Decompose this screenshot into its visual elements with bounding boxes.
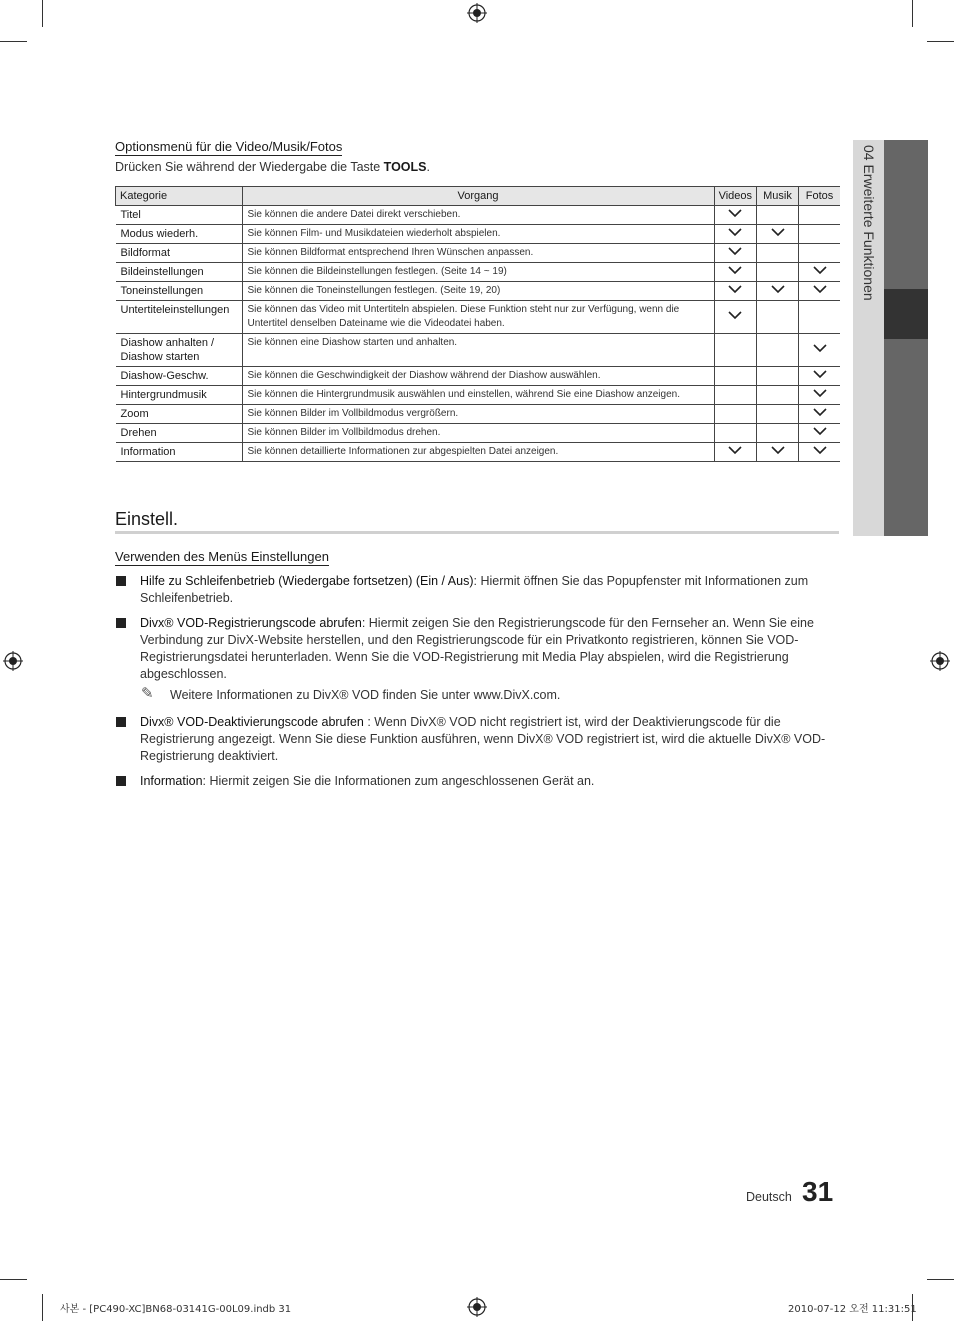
- row-description: Sie können die Bildeinstellungen festlegen. (Seite 14 ~ 19): [242, 263, 714, 282]
- row-fotos-check: [799, 225, 841, 244]
- table-body: [116, 206, 841, 462]
- row-fotos-check: [799, 334, 841, 367]
- chevron-down-icon: [813, 265, 827, 275]
- row-fotos-check: [799, 386, 841, 405]
- chevron-down-icon: [728, 208, 742, 218]
- chevron-down-icon: [813, 343, 827, 353]
- row-category: Modus wiederh.: [116, 225, 243, 244]
- header-musik: Musik: [757, 187, 799, 206]
- note: [115, 687, 840, 704]
- row-description: Sie können detaillierte Informationen zur abgespielten Datei anzeigen.: [242, 443, 714, 462]
- row-description: Sie können Bilder im Vollbildmodus vergrößern.: [242, 405, 714, 424]
- page-number: 31: [802, 1176, 834, 1207]
- row-category: Information: [116, 443, 243, 462]
- chevron-down-icon: [728, 227, 742, 237]
- table-row: [116, 424, 841, 443]
- crop-mark: [0, 41, 27, 42]
- bullet-square-icon: [116, 776, 126, 786]
- row-fotos-check: [799, 424, 841, 443]
- header-kategorie: Kategorie: [116, 187, 243, 206]
- crop-mark: [42, 0, 43, 27]
- item-term: Divx® VOD-Registrierungscode abrufen: [140, 616, 362, 630]
- print-file-info: 사본 - [PC490-XC]BN68-03141G-00L09.indb 31: [60, 1304, 292, 1315]
- row-description: Sie können Film- und Musikdateien wiederholt abspielen.: [242, 225, 714, 244]
- row-category: Drehen: [116, 424, 243, 443]
- row-description: Sie können Bildformat entsprechend Ihren Wünschen anpassen.: [242, 244, 714, 263]
- crop-mark: [42, 1294, 43, 1321]
- table-row: [116, 405, 841, 424]
- row-fotos-check: [799, 367, 841, 386]
- row-description: Sie können eine Diashow starten und anhalten.: [242, 334, 714, 367]
- row-category: Toneinstellungen: [116, 282, 243, 301]
- table-header-row: [116, 187, 841, 206]
- page-language: Deutsch: [746, 1190, 792, 1204]
- table-row: [116, 334, 841, 367]
- heading-rule: [115, 531, 839, 534]
- bullet-square-icon: [116, 618, 126, 628]
- chevron-down-icon: [728, 246, 742, 256]
- row-videos-check: [714, 334, 756, 367]
- row-videos-check: [714, 263, 756, 282]
- row-fotos-check: [799, 263, 841, 282]
- list-item: [115, 714, 840, 765]
- row-videos-check: [714, 282, 756, 301]
- table-row: [116, 206, 841, 225]
- row-fotos-check: [799, 443, 841, 462]
- note-text: Weitere Informationen zu DivX® VOD finden Sie unter www.DivX.com.: [170, 688, 561, 702]
- row-musik-check: [757, 386, 799, 405]
- row-musik-check: [757, 367, 799, 386]
- row-musik-check: [757, 263, 799, 282]
- item-term: Divx® VOD-Deaktivierungscode abrufen: [140, 715, 364, 729]
- crop-mark: [0, 1279, 27, 1280]
- row-musik-check: [757, 424, 799, 443]
- registration-mark-icon: [467, 1297, 487, 1317]
- table-row: [116, 443, 841, 462]
- row-musik-check: [757, 301, 799, 334]
- section-title: Optionsmenü für die Video/Musik/Fotos: [115, 139, 343, 154]
- settings-list: [115, 573, 840, 798]
- row-description: Sie können die andere Datei direkt verschieben.: [242, 206, 714, 225]
- row-videos-check: [714, 244, 756, 263]
- row-musik-check: [757, 334, 799, 367]
- item-text: : Hiermit zeigen Sie die Informationen zum angeschlossenen Gerät an.: [202, 774, 595, 788]
- list-item: [115, 773, 840, 790]
- row-description: Sie können die Geschwindigkeit der Diashow während der Diashow auswählen.: [242, 367, 714, 386]
- row-category: Zoom: [116, 405, 243, 424]
- print-timestamp: 2010-07-12 오전 11:31:51: [788, 1304, 917, 1315]
- row-description: Sie können die Toneinstellungen festlegen. (Seite 19, 20): [242, 282, 714, 301]
- item-text: : Hiermit öffnen Sie das Popupfenster mit Informationen zum Schleifenbetrieb.: [140, 574, 809, 605]
- chevron-down-icon: [728, 265, 742, 275]
- row-musik-check: [757, 206, 799, 225]
- row-fotos-check: [799, 405, 841, 424]
- chevron-down-icon: [728, 445, 742, 455]
- row-musik-check: [757, 443, 799, 462]
- registration-mark-icon: [930, 651, 950, 671]
- item-term: Hilfe zu Schleifenbetrieb (Wiedergabe fortsetzen) (Ein / Aus): [140, 574, 474, 588]
- table-row: [116, 301, 841, 334]
- row-videos-check: [714, 301, 756, 334]
- row-description: Sie können die Hintergrundmusik auswählen und einstellen, während Sie eine Diashow anzeigen.: [242, 386, 714, 405]
- row-category: Bildformat: [116, 244, 243, 263]
- table-row: [116, 244, 841, 263]
- list-item: [115, 615, 840, 683]
- row-videos-check: [714, 367, 756, 386]
- row-fotos-check: [799, 282, 841, 301]
- row-category: Titel: [116, 206, 243, 225]
- row-category: Diashow anhalten / Diashow starten: [116, 334, 243, 367]
- row-fotos-check: [799, 206, 841, 225]
- chevron-down-icon: [728, 284, 742, 294]
- row-category: Untertiteleinstellungen: [116, 301, 243, 334]
- row-category: Diashow-Geschw.: [116, 367, 243, 386]
- bullet-square-icon: [116, 717, 126, 727]
- row-musik-check: [757, 405, 799, 424]
- row-fotos-check: [799, 244, 841, 263]
- row-fotos-check: [799, 301, 841, 334]
- settings-heading: Einstell.: [115, 509, 179, 529]
- row-musik-check: [757, 282, 799, 301]
- row-musik-check: [757, 244, 799, 263]
- chevron-down-icon: [728, 310, 742, 320]
- row-videos-check: [714, 443, 756, 462]
- chevron-down-icon: [813, 445, 827, 455]
- row-description: Sie können Bilder im Vollbildmodus drehen.: [242, 424, 714, 443]
- chevron-down-icon: [813, 407, 827, 417]
- pencil-icon: ✎: [141, 685, 154, 702]
- chevron-down-icon: [813, 388, 827, 398]
- table-row: [116, 386, 841, 405]
- bullet-square-icon: [116, 576, 126, 586]
- list-item: [115, 573, 840, 607]
- chevron-down-icon: [813, 284, 827, 294]
- table-row: [116, 367, 841, 386]
- item-text: : Hiermit zeigen Sie den Registrierungscode für den Fernseher an. Wenn Sie eine Verbindung zur DivX-Website herstellen, und den Registrierungscode für ein Privatkonto registrieren, können Sie VOD-Registrierungsdatei herunterladen. Wenn Sie die VOD-Registrierung mit Media Play abspielen, wird die Registrierung abgeschlossen.: [140, 616, 814, 681]
- row-videos-check: [714, 424, 756, 443]
- item-text: : Wenn DivX® VOD nicht registriert ist, wird der Deaktivierungscode für die Registrierung angezeigt. Wenn Sie diese Funktion ausführen, wenn DivX® VOD registriert ist, wird die aktuelle DivX® VOD-Registrierung deaktiviert.: [140, 715, 826, 763]
- crop-mark: [927, 1279, 954, 1280]
- tools-key: TOOLS: [383, 160, 427, 174]
- registration-mark-icon: [3, 651, 23, 671]
- row-description: Sie können das Video mit Untertiteln abspielen. Diese Funktion steht nur zur Verfügung, wenn die Untertitel denselben Dateiname wie die Videodatei haben.: [242, 301, 714, 334]
- table-row: [116, 263, 841, 282]
- header-vorgang: Vorgang: [242, 187, 714, 206]
- item-term: Information: [140, 774, 203, 788]
- chapter-tab-active: [884, 289, 928, 339]
- table-row: [116, 282, 841, 301]
- crop-mark: [912, 0, 913, 27]
- chevron-down-icon: [813, 369, 827, 379]
- row-videos-check: [714, 386, 756, 405]
- row-videos-check: [714, 206, 756, 225]
- chevron-down-icon: [813, 426, 827, 436]
- table-row: [116, 225, 841, 244]
- chapter-label: 04 Erweiterte Funktionen: [861, 145, 877, 301]
- section-intro: Drücken Sie während der Wiedergabe die Taste TOOLS.: [115, 160, 430, 174]
- row-musik-check: [757, 225, 799, 244]
- chevron-down-icon: [771, 227, 785, 237]
- registration-mark-icon: [467, 3, 487, 23]
- crop-mark: [927, 41, 954, 42]
- chevron-down-icon: [771, 284, 785, 294]
- chevron-down-icon: [771, 445, 785, 455]
- header-fotos: Fotos: [799, 187, 841, 206]
- options-table: [115, 186, 840, 462]
- row-videos-check: [714, 405, 756, 424]
- row-category: Hintergrundmusik: [116, 386, 243, 405]
- header-videos: Videos: [714, 187, 756, 206]
- row-videos-check: [714, 225, 756, 244]
- settings-subheading: Verwenden des Menüs Einstellungen: [115, 549, 329, 564]
- row-category: Bildeinstellungen: [116, 263, 243, 282]
